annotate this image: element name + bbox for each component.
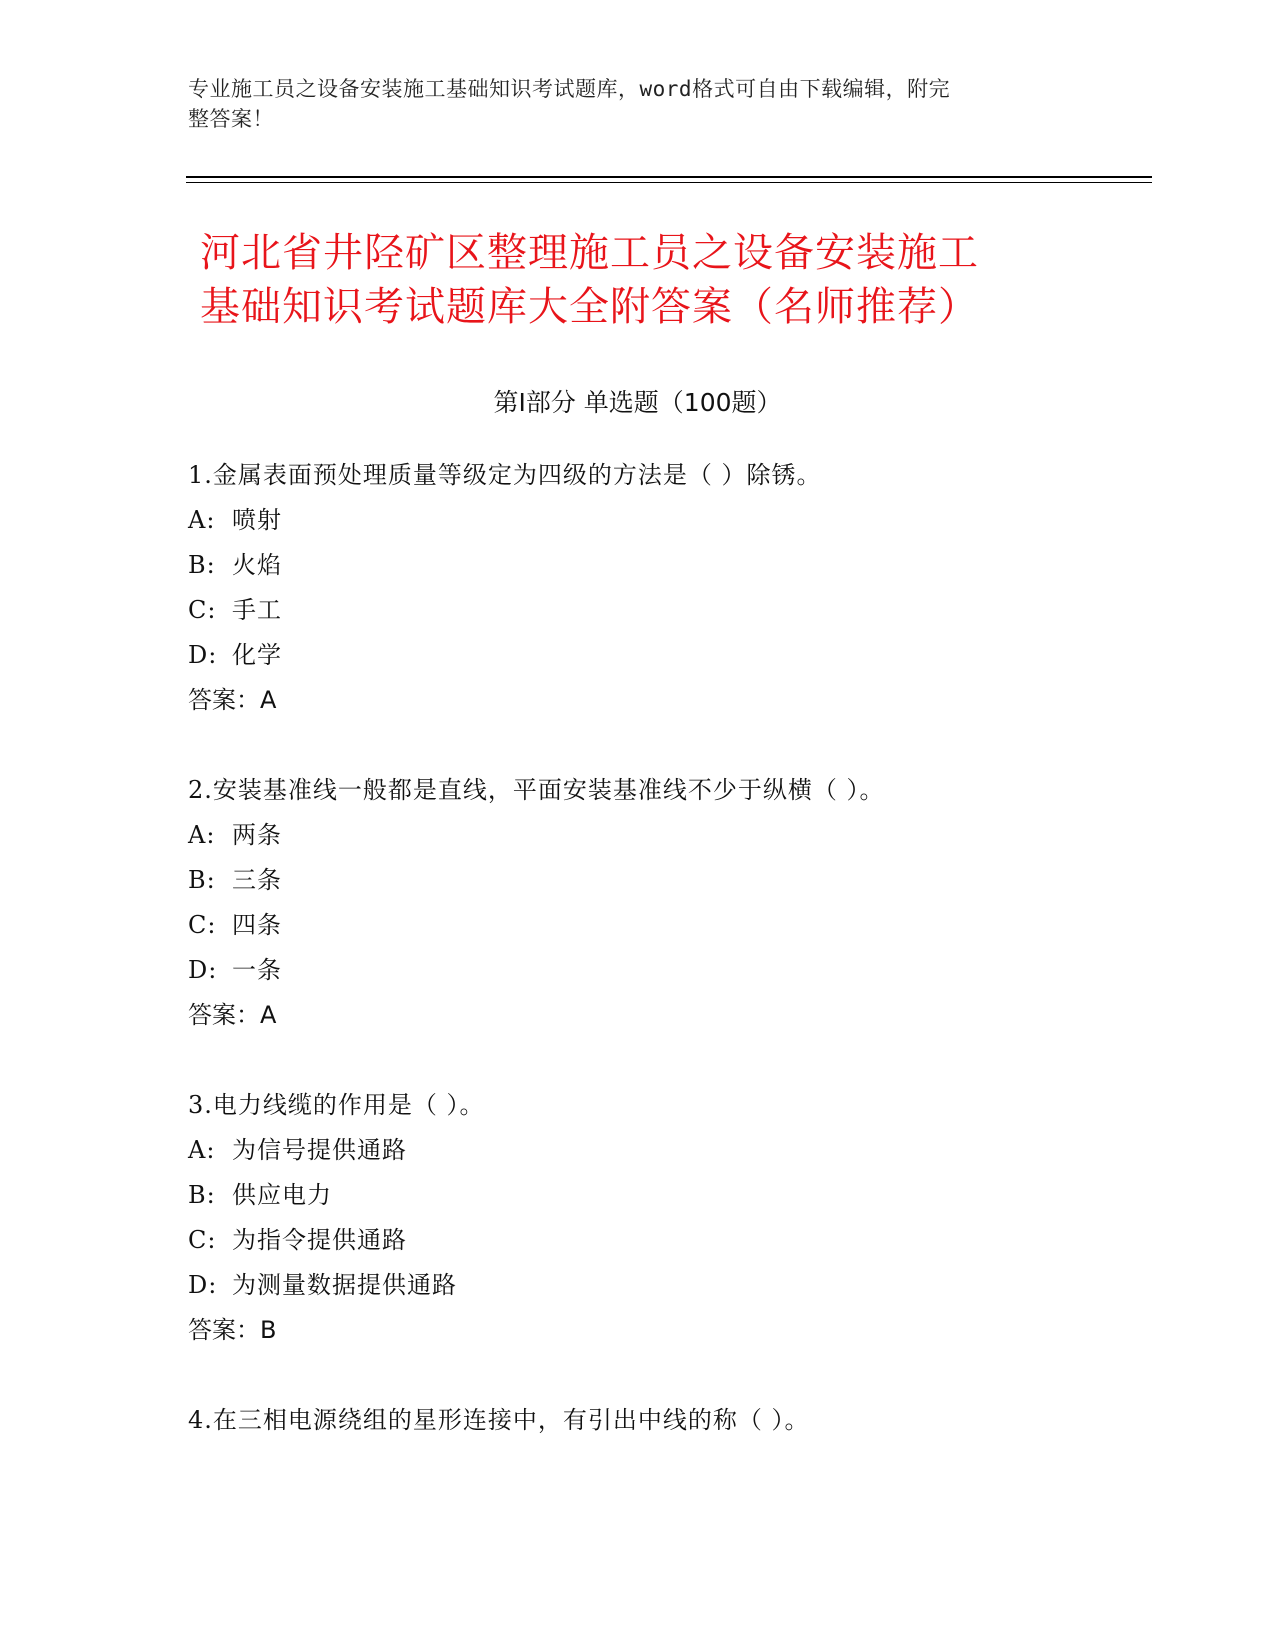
option-b — [188, 858, 1148, 903]
question-1 — [188, 453, 1148, 723]
option-letter: B: — [188, 551, 216, 579]
option-letter: D: — [188, 956, 218, 984]
option-a — [188, 1128, 1148, 1173]
option-letter: D: — [188, 641, 218, 669]
option-text: 两条 — [232, 821, 282, 849]
header-note — [188, 74, 1068, 134]
option-text: 供应电力 — [232, 1181, 332, 1209]
option-text: 为测量数据提供通路 — [232, 1271, 457, 1299]
option-c — [188, 1218, 1148, 1263]
answer-line: 答案：A — [188, 1001, 277, 1029]
header-note-line-1: 专业施工员之设备安装施工基础知识考试题库，word格式可自由下载编辑，附完 — [188, 77, 951, 101]
option-letter: D: — [188, 1271, 218, 1299]
section-heading: 第Ⅰ部分 单选题（100题） — [493, 388, 782, 417]
option-b — [188, 543, 1148, 588]
option-text: 火焰 — [232, 551, 282, 579]
question-stem: 1.金属表面预处理质量等级定为四级的方法是（ ）除锈。 — [188, 461, 822, 489]
option-letter: A: — [188, 1136, 216, 1164]
option-d — [188, 633, 1148, 678]
question-3 — [188, 1083, 1148, 1353]
option-letter: C: — [188, 911, 217, 939]
answer-line: 答案：A — [188, 686, 277, 714]
header-note-line-2: 整答案！ — [188, 107, 274, 131]
answer-line: 答案：B — [188, 1316, 277, 1344]
option-letter: B: — [188, 866, 216, 894]
option-b — [188, 1173, 1148, 1218]
option-d — [188, 1263, 1148, 1308]
option-letter: A: — [188, 821, 216, 849]
option-letter: C: — [188, 1226, 217, 1254]
question-stem: 3.电力线缆的作用是（ ）。 — [188, 1091, 485, 1119]
option-text: 为指令提供通路 — [232, 1226, 407, 1254]
question-stem: 2.安装基准线一般都是直线，平面安装基准线不少于纵横（ ）。 — [188, 776, 885, 804]
document-title — [200, 226, 1100, 334]
option-letter: A: — [188, 506, 216, 534]
document-title-line-1: 河北省井陉矿区整理施工员之设备安装施工 — [200, 230, 979, 276]
option-d — [188, 948, 1148, 993]
question-2 — [188, 768, 1148, 1038]
document-title-line-2: 基础知识考试题库大全附答案（名师推荐） — [200, 284, 979, 330]
option-a — [188, 813, 1148, 858]
option-c — [188, 588, 1148, 633]
option-letter: C: — [188, 596, 217, 624]
header-divider-thin — [186, 182, 1152, 183]
option-c — [188, 903, 1148, 948]
option-text: 四条 — [232, 911, 282, 939]
option-text: 化学 — [232, 641, 282, 669]
option-text: 手工 — [232, 596, 282, 624]
header-divider-thick — [186, 176, 1152, 178]
option-letter: B: — [188, 1181, 216, 1209]
option-a — [188, 498, 1148, 543]
question-4 — [188, 1398, 1148, 1443]
option-text: 三条 — [232, 866, 282, 894]
option-text: 喷射 — [232, 506, 282, 534]
option-text: 为信号提供通路 — [232, 1136, 407, 1164]
question-stem: 4.在三相电源绕组的星形连接中，有引出中线的称（ ）。 — [188, 1406, 810, 1434]
option-text: 一条 — [232, 956, 282, 984]
